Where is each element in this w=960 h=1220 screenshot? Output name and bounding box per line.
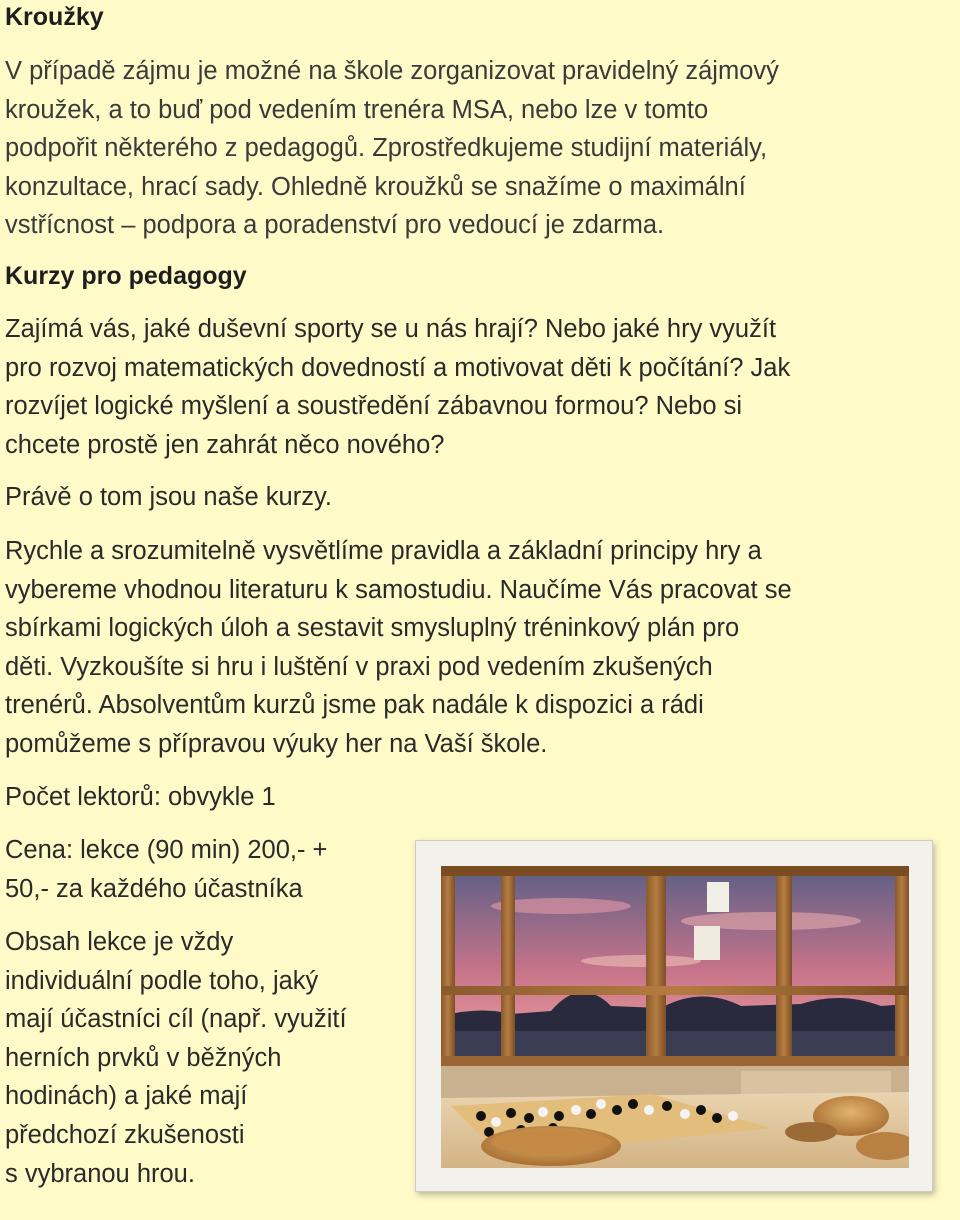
price-paragraph: [5, 831, 395, 908]
text-line: Obsah lekce je vždy: [5, 928, 234, 956]
text-line: Rychle a srozumitelně vysvětlíme pravidla a základní principy hry a: [5, 537, 762, 565]
krouzky-paragraph: [5, 52, 885, 245]
photo-frame: [415, 840, 933, 1192]
text-line: vstřícnost – podpora a poradenství pro vedoucí je zdarma.: [5, 211, 665, 240]
text-line: předchozí zkušenosti: [5, 1120, 245, 1149]
lesson-content-paragraph: [5, 923, 395, 1193]
text-line: kroužek, a to buď pod vedením trenéra MSA, nebo lze v tomto: [5, 95, 709, 124]
lecturers-count: Počet lektorů: obvykle 1: [5, 783, 276, 811]
text-line: s vybranou hrou.: [5, 1159, 195, 1188]
text-line: hodinách) a jaké mají: [5, 1082, 248, 1111]
kurzy-detail-paragraph: [5, 532, 885, 764]
text-line: individuální podle toho, jaký: [5, 966, 319, 995]
text-line: pro rozvoj matematických dovedností a motivovat děti k počítání? Jak: [5, 353, 791, 382]
text-line: herních prvků v běžných: [5, 1043, 282, 1072]
text-line: konzultace, hrací sady. Ohledně kroužků se snažíme o maximální: [5, 172, 746, 201]
kurzy-tagline: Právě o tom jsou naše kurzy.: [5, 483, 332, 511]
text-line: vybereme vhodnou literaturu k samostudiu. Naučíme Vás pracovat se: [5, 575, 792, 604]
text-line: Zajímá vás, jaké duševní sporty se u nás hrají? Nebo jaké hry využít: [5, 315, 777, 343]
text-line: chcete prostě jen zahrát něco nového?: [5, 430, 445, 459]
text-line: 50,- za každého účastníka: [5, 874, 303, 903]
heading-kurzy: Kurzy pro pedagogy: [5, 262, 247, 290]
heading-krouzky: Kroužky: [5, 3, 104, 31]
text-line: děti. Vyzkoušíte si hru i luštění v praxi pod vedením zkušených: [5, 652, 713, 681]
text-line: rozvíjet logické myšlení a soustředění zábavnou formou? Nebo si: [5, 392, 743, 421]
text-line: podpořit některého z pedagogů. Zprostředkujeme studijní materiály,: [5, 134, 768, 163]
text-line: trenérů. Absolventům kurzů jsme pak nadále k dispozici a rádi: [5, 691, 704, 720]
kurzy-intro-paragraph: [5, 310, 885, 464]
classroom-go-photo: [441, 866, 909, 1168]
text-line: Cena: lekce (90 min) 200,- +: [5, 836, 328, 864]
text-line: pomůžeme s přípravou výuky her na Vaší škole.: [5, 729, 548, 758]
text-line: sbírkami logických úloh a sestavit smysluplný tréninkový plán pro: [5, 614, 740, 643]
text-line: V případě zájmu je možné na škole zorganizovat pravidelný zájmový: [5, 57, 779, 85]
text-line: mají účastníci cíl (např. využití: [5, 1005, 347, 1034]
